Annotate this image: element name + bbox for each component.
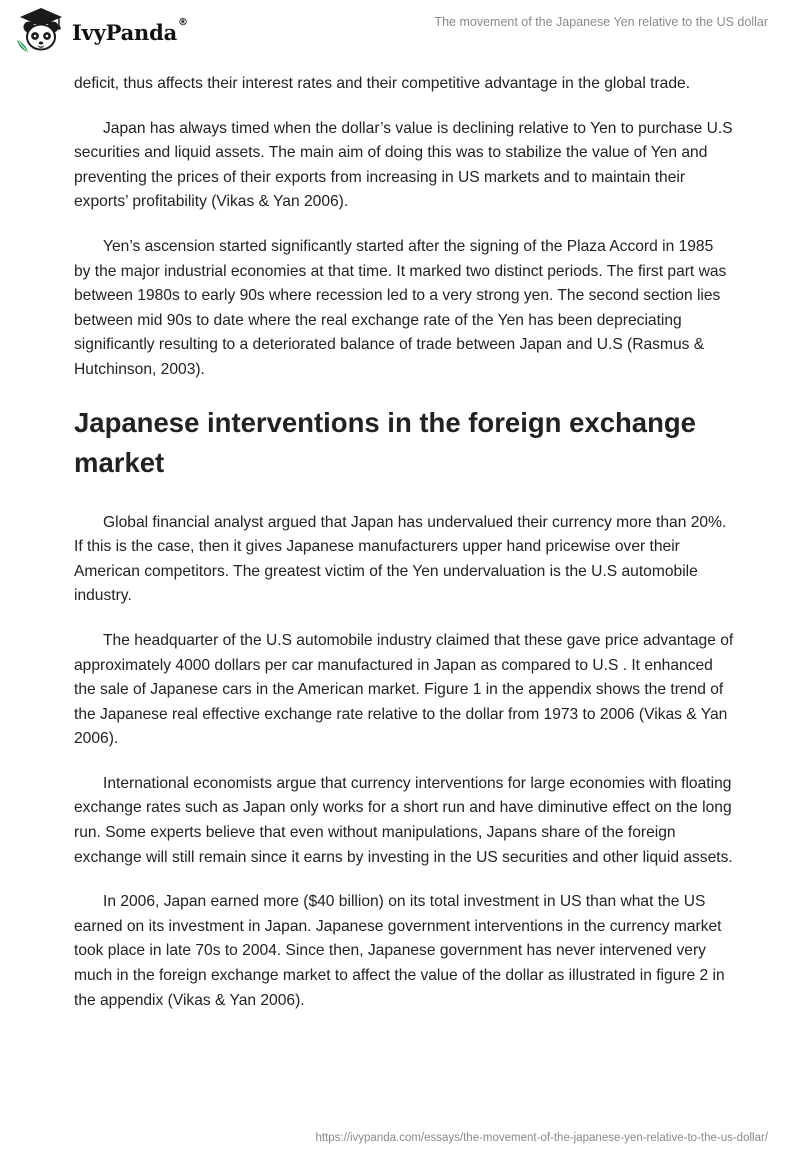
panda-graduate-icon	[14, 6, 68, 56]
paragraph: International economists argue that currency interventions for large economies with floating exchange rates such as Japan only works for a short run and have diminutive effect on the long run. Some experts believe that even without manipulations, Japans share of the foreign exchange will still remain since it earns by investing in the US securities and other liquid assets.	[74, 774, 733, 866]
section-heading: Japanese interventions in the foreign exchange market	[74, 406, 696, 478]
source-url-link[interactable]: https://ivypanda.com/essays/the-movement-of-the-japanese-yen-relative-to-the-us-dollar/	[315, 1132, 768, 1144]
logo-wordmark: IvyPanda®	[72, 16, 188, 45]
paragraph-continuation: deficit, thus affects their interest rates and their competitive advantage in the global trade.	[74, 75, 691, 92]
paragraph: The headquarter of the U.S automobile industry claimed that these gave price advantage of approximately 4000 dollars per car manufactured in Japan as compared to U.S . It enhanced the sale of Japanese cars in the American market. Figure 1 in the appendix shows the trend of the Japanese real effective exchange rate relative to the dollar from 1973 to 2006 (Vikas & Yan 2006).	[74, 631, 734, 748]
essay-body	[74, 72, 734, 1033]
paragraph: Global financial analyst argued that Japan has undervalued their currency more than 20%. If this is the case, then it gives Japanese manufacturers upper hand pricewise over their American competitors. The greatest victim of the Yen undervaluation is the U.S automobile industry.	[74, 513, 727, 605]
document-title: The movement of the Japanese Yen relative to the US dollar	[434, 15, 768, 29]
page-header	[0, 0, 800, 64]
ivypanda-logo[interactable]	[14, 6, 188, 56]
registered-mark: ®	[178, 16, 188, 28]
paragraph: Yen’s ascension started significantly started after the signing of the Plaza Accord in 1985 by the major industrial economies at that time. It marked two distinct periods. The first part was between 1980s to early 90s where recession led to a very strong yen. The second section lies between mid 90s to date where the real exchange rate of the Yen has been depreciating significantly resulting to a deteriorated balance of trade between Japan and U.S (Rasmus & Hutchinson, 2003).	[74, 237, 727, 378]
paragraph: Japan has always timed when the dollar’s value is declining relative to Yen to purchase U.S securities and liquid assets. The main aim of doing this was to stabilize the value of Yen and preventing the prices of their exports from increasing in US markets and to maintain their exports’ profitability (Vikas & Yan 2006).	[74, 119, 733, 211]
paragraph: In 2006, Japan earned more ($40 billion) on its total investment in US than what the US earned on its investment in Japan. Japanese government interventions in the currency market took place in late 70s to 2004. Since then, Japanese government has never intervened very much in the foreign exchange market to affect the value of the dollar as illustrated in figure 2 in the appendix (Vikas & Yan 2006).	[74, 893, 725, 1009]
